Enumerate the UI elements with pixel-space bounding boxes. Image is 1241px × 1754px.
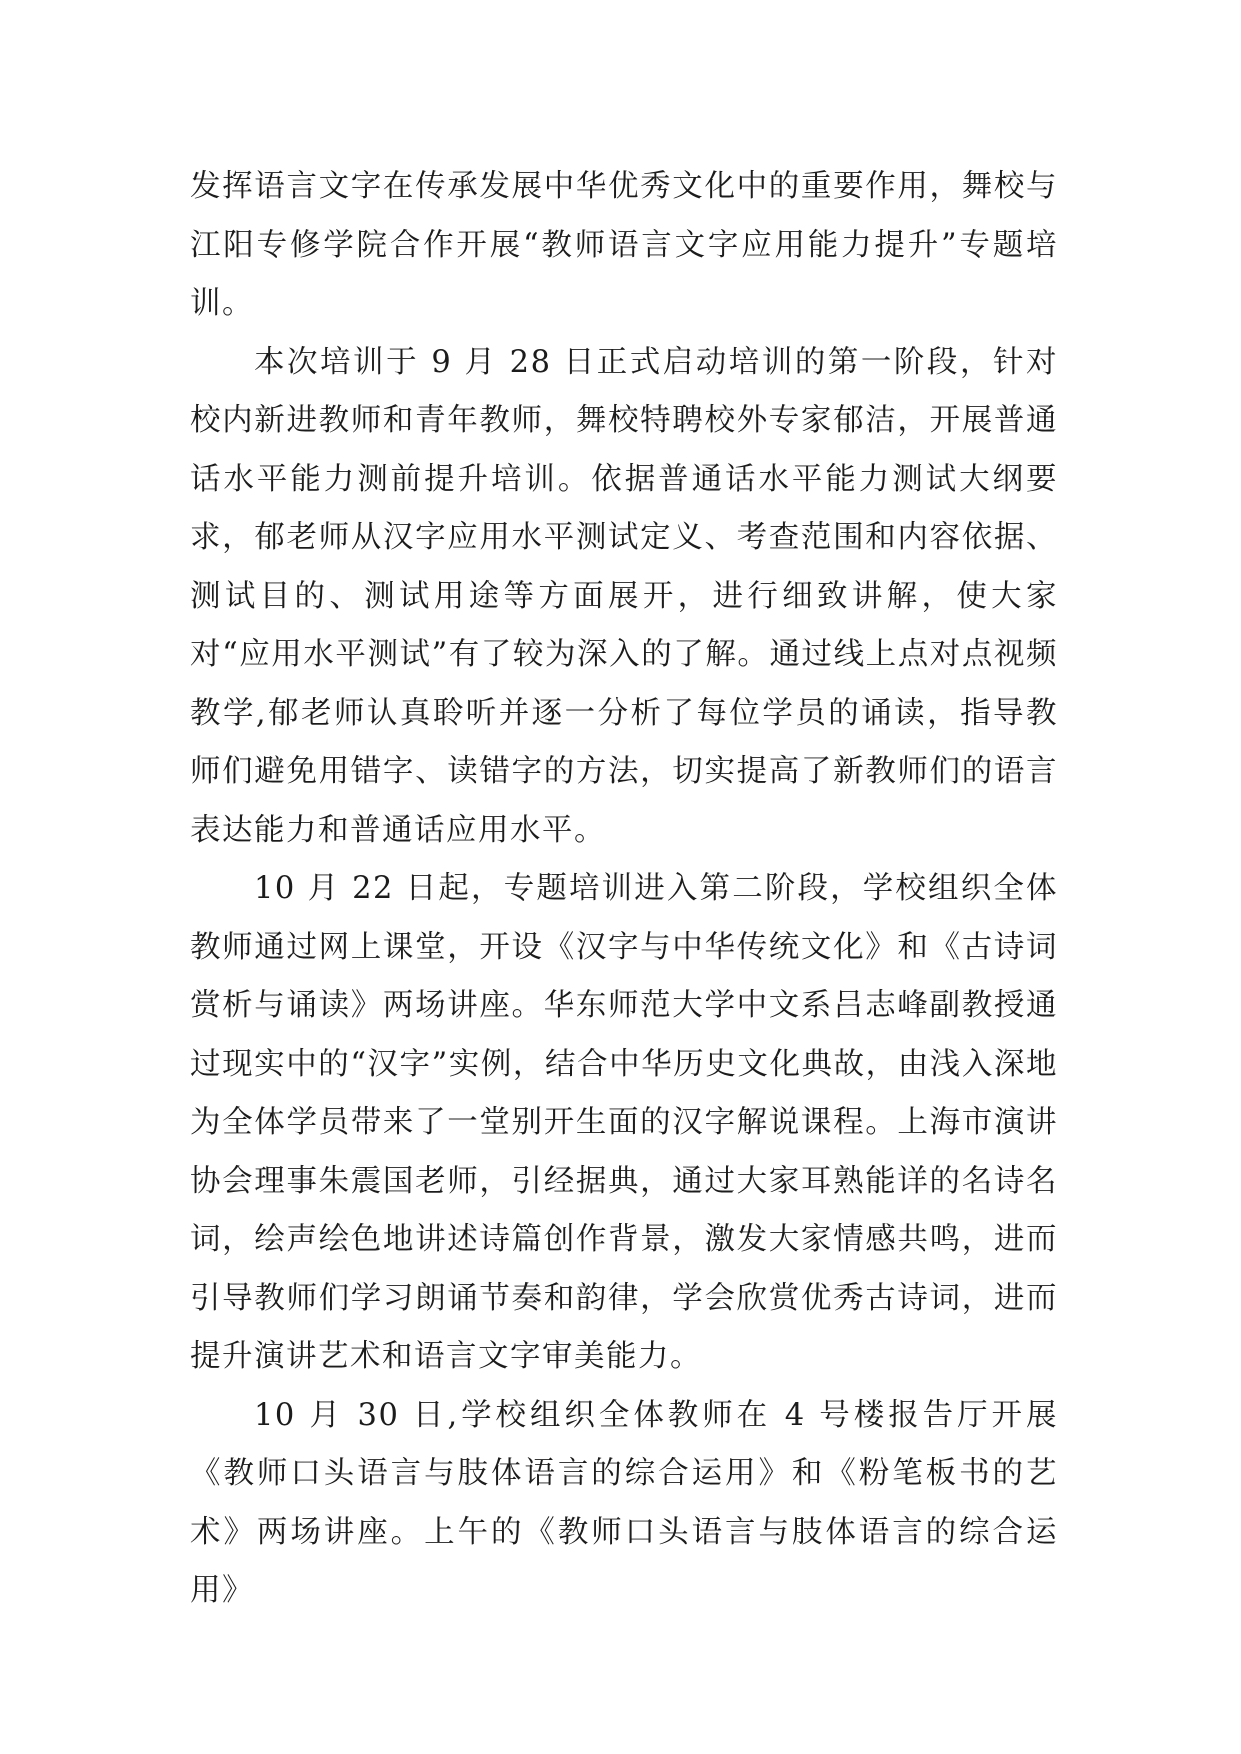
document-body	[190, 158, 1058, 1621]
paragraph-second-stage: 10 月 22 日起，专题培训进入第二阶段，学校组织全体教师通过网上课堂，开设《汉字与中华传统文化》和《古诗词赏析与诵读》两场讲座。华东师范大学中文系吕志峰副教授通过现实中的“汉字”实例，结合中华历史文化典故，由浅入深地为全体学员带来了一堂别开生面的汉字解说课程。上海市演讲协会理事朱震国老师，引经据典，通过大家耳熟能详的名诗名词，绘声绘色地讲述诗篇创作背景，激发大家情感共鸣，进而引导教师们学习朗诵节奏和韵律，学会欣赏优秀古诗词，进而提升演讲艺术和语言文字审美能力。	[190, 871, 1058, 1374]
paragraph-first-stage: 本次培训于 9 月 28 日正式启动培训的第一阶段，针对校内新进教师和青年教师，舞校特聘校外专家郁洁，开展普通话水平能力测前提升培训。依据普通话水平能力测试大纲要求，郁老师从汉字应用水平测试定义、考查范围和内容依据、测试目的、测试用途等方面展开，进行细致讲解，使大家对“应用水平测试”有了较为深入的了解。通过线上点对点视频教学,郁老师认真聆听并逐一分析了每位学员的诵读，指导教师们避免用错字、读错字的方法，切实提高了新教师们的语言表达能力和普通话应用水平。	[190, 344, 1058, 848]
paragraph-intro-continuation: 发挥语言文字在传承发展中华优秀文化中的重要作用，舞校与江阳专修学院合作开展“教师语言文字应用能力提升”专题培训。	[190, 169, 1058, 321]
paragraph-oct-30-lectures: 10 月 30 日,学校组织全体教师在 4 号楼报告厅开展《教师口头语言与肢体语言的综合运用》和《粉笔板书的艺术》两场讲座。上午的《教师口头语言与肢体语言的综合运用》	[190, 1397, 1058, 1608]
